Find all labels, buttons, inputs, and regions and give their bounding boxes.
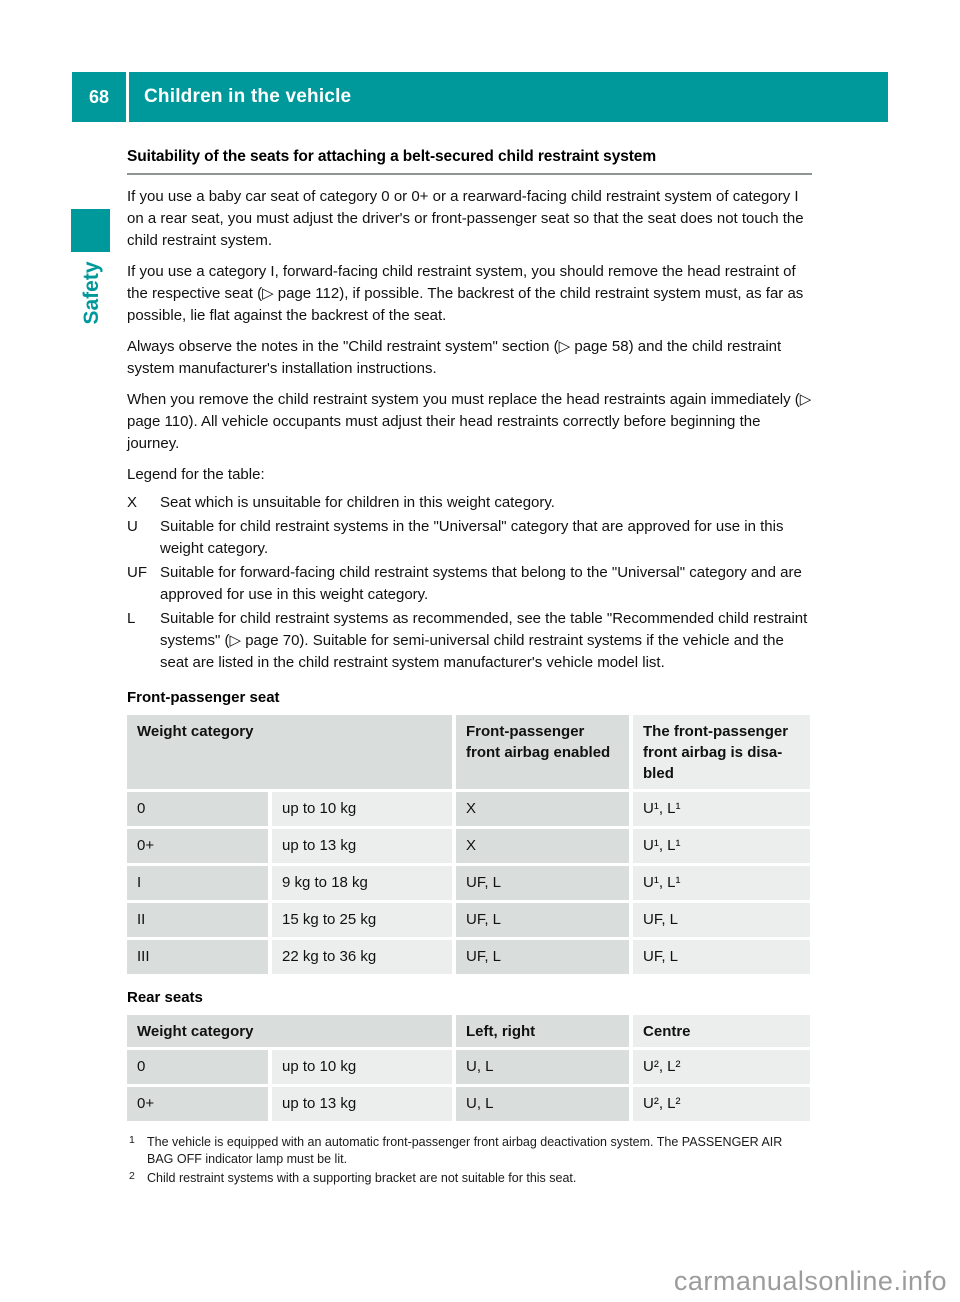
legend-term: X (127, 494, 138, 511)
cell-enabled: X (454, 828, 631, 865)
section-tab-marker (71, 209, 110, 252)
cell-disabled: UF, L (631, 902, 810, 939)
cell-disabled: UF, L (631, 939, 810, 975)
section-tab-label: Safety (80, 261, 103, 325)
footnote-marker: 1 (129, 1134, 135, 1146)
col-header-airbag-enabled: Front-passenger front airbag enabled (454, 715, 631, 791)
col-header-left-right: Left, right (454, 1015, 631, 1049)
table-row (127, 939, 810, 975)
col-header-weight-category: Weight category (127, 1015, 454, 1049)
section-title: Suitability of the seats for attaching a belt-secured child restraint system (127, 148, 657, 165)
legend-item (127, 562, 812, 606)
cell-left-right: U, L (454, 1086, 631, 1122)
cell-disabled: U¹, L¹ (631, 791, 810, 828)
cell-weight: up to 10 kg (270, 1049, 454, 1086)
footnotes (127, 1134, 812, 1187)
legend-term: U (127, 518, 138, 535)
page-number: 68 (72, 72, 126, 122)
cell-left-right: U, L (454, 1049, 631, 1086)
col-header-airbag-disabled: The front-passenger front airbag is disa-bled (631, 715, 810, 791)
cell-enabled: UF, L (454, 902, 631, 939)
table-row (127, 902, 810, 939)
legend-term: L (127, 610, 136, 627)
cell-weight: 22 kg to 36 kg (270, 939, 454, 975)
legend-item (127, 516, 812, 560)
cell-disabled: U¹, L¹ (631, 828, 810, 865)
footnote (127, 1170, 812, 1187)
cell-weight: 9 kg to 18 kg (270, 865, 454, 902)
paragraph: If you use a category I, forward-facing child restraint system, you should remove the head restraint of the respective seat (▷ page 112), if possible. The backrest of the child restraint system must, as far as possible, lie flat against the backrest of the seat. (127, 263, 804, 324)
rear-seats-table (127, 1015, 810, 1121)
cell-enabled: UF, L (454, 939, 631, 975)
legend-intro: Legend for the table: (127, 466, 265, 483)
legend-item (127, 608, 812, 674)
legend-list (127, 492, 812, 674)
table-header-row (127, 1015, 810, 1049)
col-header-centre: Centre (631, 1015, 810, 1049)
paragraph: If you use a baby car seat of category 0 or 0+ or a rearward-facing child restraint system of category I on a rear seat, you must adjust the driver's or front-passenger seat so that the seat does not touch the child restraint system. (127, 188, 804, 249)
cell-centre: U², L² (631, 1049, 810, 1086)
cell-enabled: UF, L (454, 865, 631, 902)
cell-disabled: U¹, L¹ (631, 865, 810, 902)
cell-category: 0 (127, 1049, 270, 1086)
table-row (127, 1049, 810, 1086)
footnote-text: The vehicle is equipped with an automatic front-passenger front airbag deactivation system. The PASSENGER AIR BAG OFF indicator lamp must be lit. (147, 1135, 783, 1166)
cell-enabled: X (454, 791, 631, 828)
cell-centre: U², L² (631, 1086, 810, 1122)
watermark: carmanualsonline.info (673, 1266, 947, 1296)
front-passenger-table (127, 715, 810, 974)
cell-category: III (127, 939, 270, 975)
table-row (127, 1086, 810, 1122)
table-header-row (127, 715, 810, 791)
legend-definition: Seat which is unsuitable for children in this weight category. (160, 494, 555, 511)
chapter-title: Children in the vehicle (129, 72, 888, 122)
legend-item (127, 492, 812, 514)
page-header (72, 72, 888, 122)
footnote-text: Child restraint systems with a supporting bracket are not suitable for this seat. (147, 1171, 577, 1185)
table-row (127, 791, 810, 828)
paragraph: Always observe the notes in the "Child restraint system" section (▷ page 58) and the child restraint system manufacturer's installation instructions. (127, 338, 782, 377)
legend-definition: Suitable for child restraint systems in the "Universal" category that are approved for use in this weight category. (160, 518, 784, 557)
footnote (127, 1134, 812, 1168)
legend-term: UF (127, 564, 147, 581)
cell-weight: up to 10 kg (270, 791, 454, 828)
cell-category: 0 (127, 791, 270, 828)
footnote-marker: 2 (129, 1170, 135, 1182)
title-divider (127, 173, 812, 175)
legend-definition: Suitable for forward-facing child restraint systems that belong to the "Universal" category and are approved for use in this weight category. (160, 564, 802, 603)
cell-category: II (127, 902, 270, 939)
table-row (127, 828, 810, 865)
cell-weight: up to 13 kg (270, 828, 454, 865)
cell-category: 0+ (127, 828, 270, 865)
col-header-weight-category: Weight category (127, 715, 454, 791)
cell-category: 0+ (127, 1086, 270, 1122)
front-table-heading: Front-passenger seat (127, 689, 280, 706)
cell-weight: up to 13 kg (270, 1086, 454, 1122)
table-row (127, 865, 810, 902)
cell-weight: 15 kg to 25 kg (270, 902, 454, 939)
rear-table-heading: Rear seats (127, 989, 203, 1006)
content-column (127, 148, 812, 1189)
legend-definition: Suitable for child restraint systems as recommended, see the table "Recommended child restraint systems" (▷ page 70). Suitable for semi-universal child restraint systems if the vehicle and the seat are listed in the child restraint system manufacturer's vehicle model list. (160, 610, 808, 671)
paragraph: When you remove the child restraint system you must replace the head restraints again immediately (▷ page 110). All vehicle occupants must adjust their head restraints correctly before beginning the journey. (127, 391, 812, 452)
cell-category: I (127, 865, 270, 902)
